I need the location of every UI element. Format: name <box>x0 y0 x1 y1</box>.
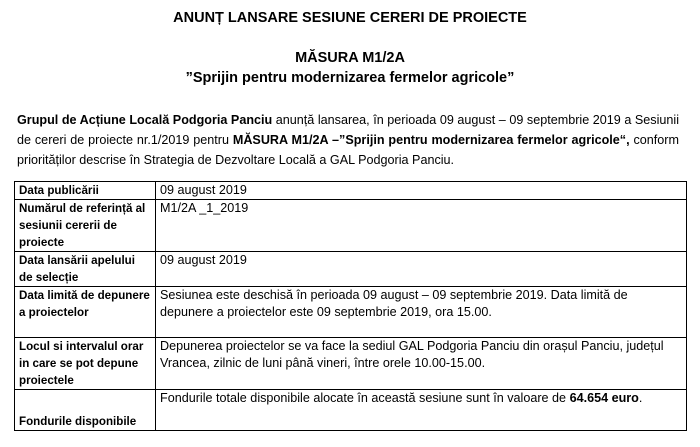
row-label-reference-number: Numărul de referință al sesiunii cererii de proiecte <box>15 200 156 252</box>
measure-subtitle: ”Sprijin pentru modernizarea fermelor agricole” <box>185 70 515 86</box>
row-value-submission-place: Depunerea proiectelor se va face la sediul GAL Podgoria Panciu din orașul Panciu, județul Vrancea, zilnic de luni până vineri, între orele 10.00-15.00. <box>156 338 687 390</box>
row-label-submission-place: Locul si intervalul orar in care se pot depune proiectele <box>15 338 156 390</box>
intro-text-1: anunță lansarea, în perioada 09 august – 09 septembrie 2019 a Sesiunii de cereri de proiecte nr.1/2019 pentru <box>17 113 679 147</box>
measure-title: MĂSURA M1/2A <box>295 50 405 66</box>
row-label-deadline: Data limită de depunere a proiectelor <box>15 287 156 338</box>
announcement-title: ANUNȚ LANSARE SESIUNE CERERI DE PROIECTE <box>173 10 527 26</box>
row-value-launch-date: 09 august 2019 <box>156 252 687 287</box>
table-row <box>15 182 687 200</box>
row-value-publication-date: 09 august 2019 <box>156 182 687 200</box>
row-label-available-funds: Fondurile disponibile <box>15 390 156 431</box>
table-row <box>15 338 687 390</box>
row-label-launch-date: Data lansării apelului de selecție <box>15 252 156 287</box>
intro-paragraph <box>17 110 679 170</box>
row-value-reference-number: M1/2A _1_2019 <box>156 200 687 252</box>
funds-amount: 64.654 euro <box>569 391 639 405</box>
intro-measure-name: MĂSURA M1/2A –”Sprijin pentru modernizarea fermelor agricole“, <box>232 133 630 147</box>
row-value-deadline: Sesiunea este deschisă în perioada 09 august – 09 septembrie 2019. Data limită de depunere a proiectelor este 09 septembrie 2019, ora 15.00. <box>156 287 687 338</box>
session-info-table <box>14 181 687 431</box>
row-label-publication-date: Data publicării <box>15 182 156 200</box>
table-row <box>15 200 687 252</box>
table-row <box>15 390 687 431</box>
organization-name: Grupul de Acțiune Locală Podgoria Panciu <box>17 113 273 127</box>
funds-text: Fondurile totale disponibile alocate în această sesiune sunt în valoare de <box>160 391 570 405</box>
funds-text-end: . <box>638 391 643 405</box>
table-row <box>15 287 687 338</box>
intro-text-2: conform priorităților descrise în Strategia de Dezvoltare Locală a GAL Podgoria Panciu. <box>17 133 679 167</box>
row-value-available-funds <box>156 390 687 431</box>
table-row <box>15 252 687 287</box>
